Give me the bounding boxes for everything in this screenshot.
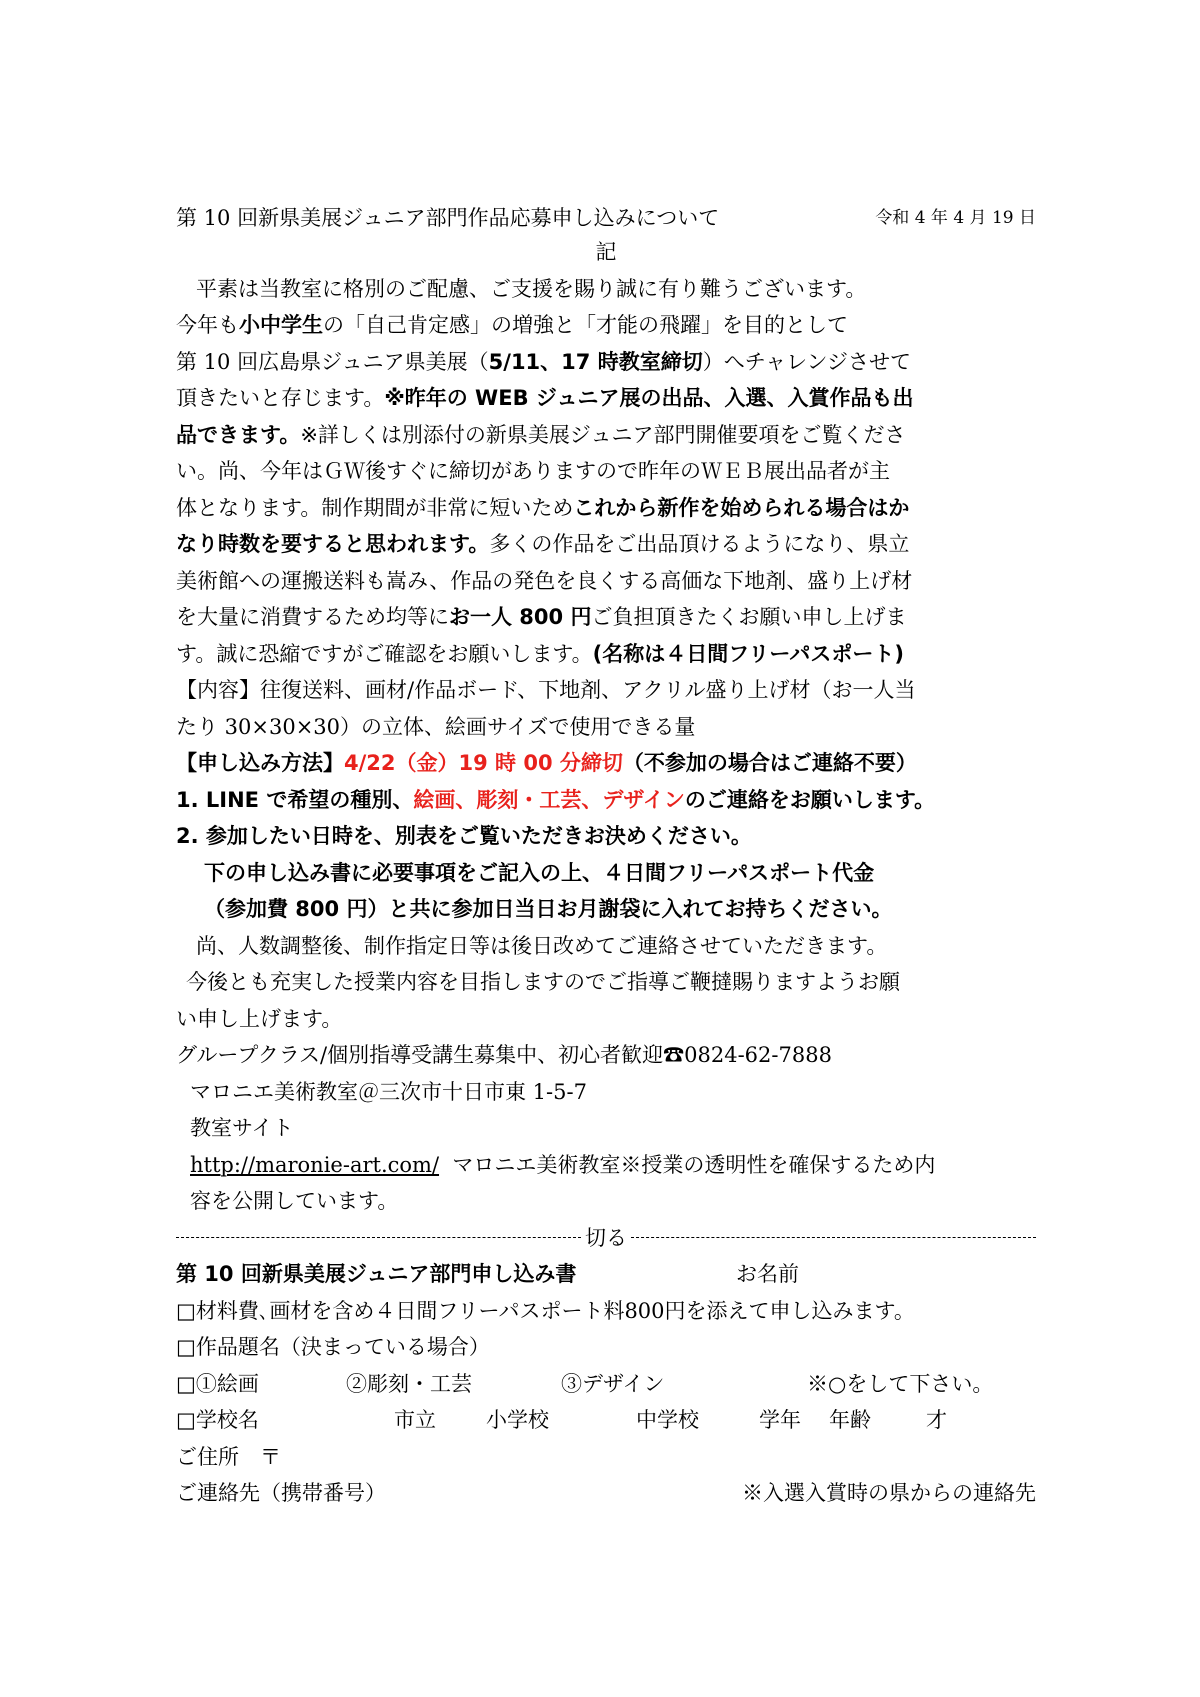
fee-checkbox-label: □材料費､画材を含め４日間フリーパスポート料800円を添えて申し込みます。 xyxy=(176,1298,915,1323)
form-title-line xyxy=(176,1256,1036,1293)
body-bold-text: なり時数を要すると思われます。 xyxy=(176,532,490,556)
body-text: 第 10 回広島県ジュニア県美展（ xyxy=(176,349,489,374)
age-unit: 才 xyxy=(926,1408,947,1432)
greeting-text: 平素は当教室に格別のご配慮、ご支援を賜り誠に有り難うございます。 xyxy=(196,276,867,301)
body-text: 今年も xyxy=(176,313,239,337)
body-text: す。誠に恐縮ですがご確認をお願いします。 xyxy=(176,641,593,666)
site-label: 教室サイト xyxy=(190,1116,294,1140)
method-note: （不参加の場合はご連絡不要） xyxy=(622,751,917,775)
body-bold-text: 5/11、17 時教室締切 xyxy=(488,349,703,374)
circle-note: ※○をして下さい。 xyxy=(807,1371,994,1396)
closing-line-2 xyxy=(176,964,1036,1001)
body-line-2 xyxy=(176,307,1036,344)
school-label: □学校名 xyxy=(176,1408,259,1432)
form-row-3 xyxy=(176,1366,1036,1403)
category-text: 絵画、彫刻・工芸、デザイン xyxy=(413,787,685,812)
grade-label: 学年 xyxy=(759,1408,801,1432)
address-label: ご住所 〒 xyxy=(176,1444,281,1469)
ki-text: 記 xyxy=(595,239,617,264)
body-line-5 xyxy=(176,417,1036,454)
form-row-6 xyxy=(176,1475,1036,1512)
title-checkbox-label: □作品題名（決まっている場合） xyxy=(176,1335,490,1359)
junior-high-label: 中学校 xyxy=(636,1408,699,1432)
body-text: い。尚、今年はＧＷ後すぐに締切がありますので昨年のＷＥＢ展出品者が主 xyxy=(176,459,890,483)
closing-line-4 xyxy=(176,1037,1036,1074)
closing-text: 今後とも充実した授業内容を目指しますのでご指導ご鞭撻賜りますようお願 xyxy=(186,970,900,994)
body-text: の「自己肯定感」の増強と「才能の飛躍」を目的として xyxy=(323,313,848,337)
cut-dash-right xyxy=(631,1237,1036,1238)
form-row-4 xyxy=(176,1402,1036,1439)
body-line-8 xyxy=(176,526,1036,563)
body-bold-text: (名称は４日間フリーパスポート) xyxy=(592,641,904,666)
option-sculpture: ②彫刻・工芸 xyxy=(346,1371,472,1396)
address-text: マロニエ美術教室＠三次市十日市東 1-5-7 xyxy=(190,1079,587,1104)
cut-dash-left xyxy=(176,1237,581,1238)
option-painting: □①絵画 xyxy=(176,1371,259,1396)
body-line-4 xyxy=(176,380,1036,417)
contact-text: グループクラス/個別指導受講生募集中、初心者歓迎☎0824-62-7888 xyxy=(176,1043,832,1067)
contents-text: 【内容】往復送料、画材/作品ボード、下地剤、アクリル盛り上げ材（お一人当 xyxy=(176,678,916,702)
body-text: ※詳しくは別添付の新県美展ジュニア部門開催要項をご覧くださ xyxy=(300,422,906,447)
closing-line-6 xyxy=(176,1110,1036,1147)
contents-text: たり 30×30×30）の立体、絵画サイズで使用できる量 xyxy=(176,714,696,739)
step-text: （参加費 800 円）と共に参加日当日お月謝袋に入れてお持ちください。 xyxy=(204,897,893,921)
method-step-1 xyxy=(176,782,1036,819)
name-label: お名前 xyxy=(736,1262,799,1286)
closing-line-3 xyxy=(176,1001,1036,1038)
method-step-4 xyxy=(176,891,1036,928)
form-row-5 xyxy=(176,1439,1036,1476)
document-body xyxy=(176,200,1036,1512)
step-text: 2. 参加したい日時を、別表をご覧いただきお決めください。 xyxy=(176,824,752,848)
elementary-label: 小学校 xyxy=(486,1408,549,1432)
method-heading xyxy=(176,745,1036,782)
body-line-12 xyxy=(176,672,1036,709)
cut-label: 切る xyxy=(585,1225,627,1250)
body-line-11 xyxy=(176,636,1036,673)
closing-line-5 xyxy=(176,1074,1036,1111)
cut-line xyxy=(176,1220,1036,1257)
site-link[interactable]: http://maronie-art.com/ xyxy=(190,1152,440,1177)
body-line-9 xyxy=(176,563,1036,600)
contact-note: ※入選入賞時の県からの連絡先 xyxy=(742,1481,1036,1505)
method-step-2 xyxy=(176,818,1036,855)
closing-line-7 xyxy=(176,1147,1036,1184)
body-text: を大量に消費するため均等に xyxy=(176,605,449,629)
fee-text: お一人 800 円 xyxy=(449,605,592,629)
body-bold-text: これから新作を始められる場合はか xyxy=(573,495,910,520)
ki-heading xyxy=(176,237,1036,271)
step-text: のご連絡をお願いします。 xyxy=(684,787,936,812)
age-label: 年齢 xyxy=(829,1408,871,1432)
doc-date: 令和 4 年 4 月 19 日 xyxy=(875,208,1036,228)
body-text: 体となります。制作期間が非常に短いため xyxy=(176,495,574,520)
body-bold-text: 品できます。 xyxy=(176,422,301,447)
body-bold-text: 小中学生 xyxy=(239,313,323,337)
closing-text: い申し上げます。 xyxy=(176,1006,343,1031)
body-line-13 xyxy=(176,709,1036,746)
body-line-10 xyxy=(176,599,1036,636)
option-design: ③デザイン xyxy=(561,1371,665,1396)
form-row-2 xyxy=(176,1329,1036,1366)
body-text: 頂きたいと存じます。 xyxy=(176,386,385,410)
body-line-1 xyxy=(176,271,1036,308)
deadline-text: 4/22（金）19 時 00 分締切 xyxy=(344,751,623,775)
closing-line-8 xyxy=(176,1183,1036,1220)
step-text: 1. LINE で希望の種別、 xyxy=(176,787,414,812)
closing-line-1 xyxy=(176,928,1036,965)
step-text: 下の申し込み書に必要事項をご記入の上、４日間フリーパスポート代金 xyxy=(204,860,875,885)
body-text: 多くの作品をご出品頂けるようになり、県立 xyxy=(489,532,910,556)
phone-label: ご連絡先（携帯番号） xyxy=(176,1481,386,1505)
closing-text: 尚、人数調整後、制作指定日等は後日改めてご連絡させていただきます。 xyxy=(196,933,888,958)
header-line xyxy=(176,200,1036,237)
method-label: 【申し込み方法】 xyxy=(176,751,344,775)
doc-title: 第 10 回新県美展ジュニア部門作品応募申し込みについて xyxy=(176,206,720,230)
closing-text: 容を公開しています。 xyxy=(190,1189,399,1213)
body-line-3 xyxy=(176,344,1036,381)
body-text: 美術館への運搬送料も嵩み、作品の発色を良くする高価な下地剤、盛り上げ材 xyxy=(176,568,913,593)
closing-text: マロニエ美術教室※授業の透明性を確保するため内 xyxy=(452,1152,936,1177)
form-row-1 xyxy=(176,1293,1036,1330)
body-bold-text: ※昨年の WEB ジュニア展の出品、入選、入賞作品も出 xyxy=(384,386,914,410)
body-text: ご負担頂きたくお願い申し上げま xyxy=(591,605,907,629)
form-title: 第 10 回新県美展ジュニア部門申し込み書 xyxy=(176,1262,577,1286)
city-label: 市立 xyxy=(394,1408,436,1432)
body-line-6 xyxy=(176,453,1036,490)
body-line-7 xyxy=(176,490,1036,527)
method-step-3 xyxy=(176,855,1036,892)
body-text: ）へチャレンジさせて xyxy=(702,349,912,374)
